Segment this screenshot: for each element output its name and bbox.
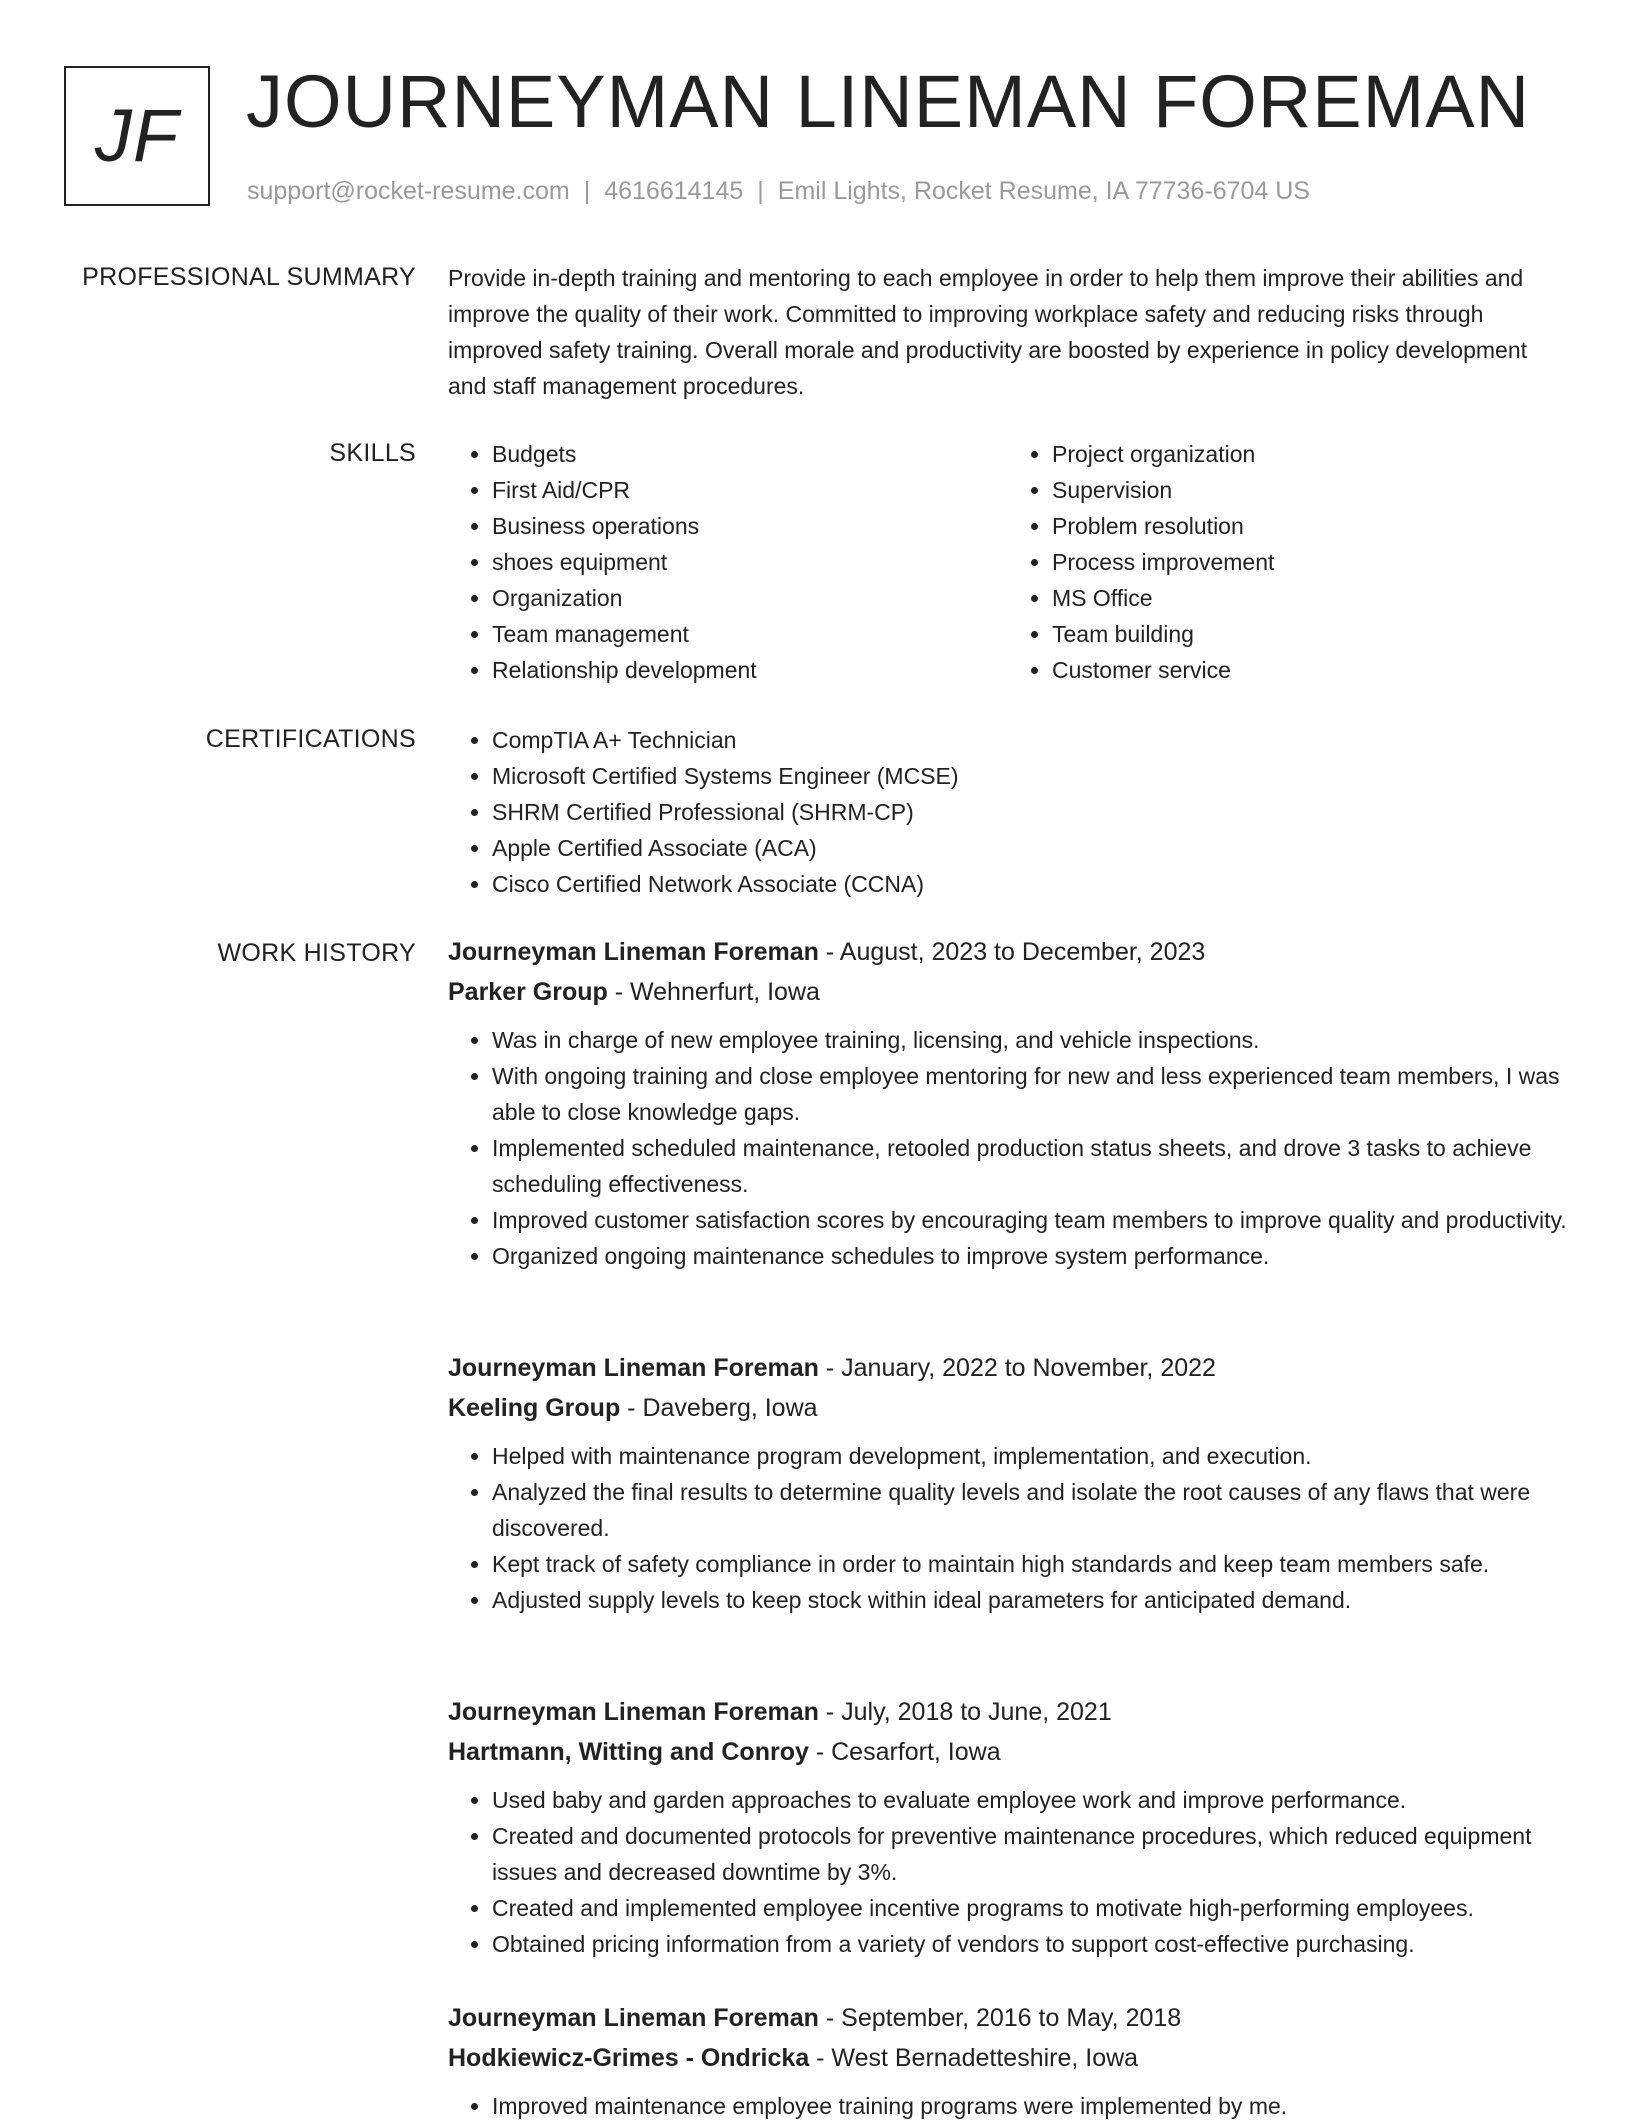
contact-separator: | xyxy=(583,177,591,205)
skill-item: • Supervision xyxy=(1052,472,1568,508)
skill-item: • Problem resolution xyxy=(1052,508,1568,544)
job-title: Journeyman Lineman Foreman xyxy=(448,1354,819,1382)
job-title: Journeyman Lineman Foreman xyxy=(448,938,819,966)
job-title-line xyxy=(448,1998,1568,2038)
work-history-heading: WORK HISTORY xyxy=(217,939,416,967)
job-bullet: • Implemented scheduled maintenance, retooled production status sheets, and drove 3 tasks to achieve scheduling effectiveness. xyxy=(492,1130,1568,1202)
job-location: - Daveberg, Iowa xyxy=(620,1394,818,1422)
job-dates: - January, 2022 to November, 2022 xyxy=(818,1354,1216,1382)
job-company-line xyxy=(448,1388,1568,1428)
skill-item: • Project organization xyxy=(1052,436,1568,472)
job-title: Journeyman Lineman Foreman xyxy=(448,2004,819,2032)
skill-item: • Business operations xyxy=(492,508,1008,544)
job-bullet: • With ongoing training and close employee mentoring for new and less experienced team members, I was able to close knowledge gaps. xyxy=(492,1058,1568,1130)
job-company-line xyxy=(448,1732,1568,1772)
contact-phone[interactable]: 4616614145 xyxy=(604,177,744,205)
skills-section xyxy=(448,436,1568,688)
job-bullet: • Analyzed the final results to determine quality levels and isolate the root causes of any flaws that were discovered. xyxy=(492,1474,1568,1546)
resume-title: JOURNEYMAN LINEMAN FOREMAN xyxy=(246,60,1531,143)
job-location: - Wehnerfurt, Iowa xyxy=(607,978,820,1006)
job-bullet: • Created and implemented employee incentive programs to motivate high-performing employees. xyxy=(492,1890,1568,1926)
contact-address: Emil Lights, Rocket Resume, IA 77736-6704 US xyxy=(777,177,1310,205)
job-entry xyxy=(448,1998,1568,2124)
job-entry xyxy=(448,1348,1568,1618)
certification-item: • Cisco Certified Network Associate (CCNA) xyxy=(492,866,1568,902)
skill-item: • Budgets xyxy=(492,436,1008,472)
job-bullet: • Obtained pricing information from a variety of vendors to support cost-effective purchasing. xyxy=(492,1926,1568,1962)
job-bullet: • Created and documented protocols for preventive maintenance procedures, which reduced equipment issues and decreased downtime by 3%. xyxy=(492,1818,1568,1890)
certifications-heading: CERTIFICATIONS xyxy=(205,725,416,753)
job-dates: - July, 2018 to June, 2021 xyxy=(818,1698,1112,1726)
job-bullets xyxy=(448,1782,1568,1962)
job-entry xyxy=(448,1692,1568,1962)
skill-item: • MS Office xyxy=(1052,580,1568,616)
skills-heading: SKILLS xyxy=(329,439,416,467)
job-bullet: • Used baby and garden approaches to evaluate employee work and improve performance. xyxy=(492,1782,1568,1818)
job-title-line xyxy=(448,932,1568,972)
job-company: Hartmann, Witting and Conroy xyxy=(448,1738,809,1766)
skills-list-right xyxy=(1008,436,1568,688)
skills-list-left xyxy=(448,436,1008,688)
certification-item: • SHRM Certified Professional (SHRM-CP) xyxy=(492,794,1568,830)
job-company: Parker Group xyxy=(448,978,608,1006)
job-title-line xyxy=(448,1348,1568,1388)
job-location: - Cesarfort, Iowa xyxy=(808,1738,1001,1766)
job-bullet: • Improved maintenance employee training programs were implemented by me. xyxy=(492,2088,1568,2124)
job-bullet: • Was in charge of new employee training, licensing, and vehicle inspections. xyxy=(492,1022,1568,1058)
job-bullets xyxy=(448,2088,1568,2124)
job-bullet: • Organized ongoing maintenance schedules to improve system performance. xyxy=(492,1238,1568,1274)
certifications-section xyxy=(448,722,1568,902)
certification-item: • Apple Certified Associate (ACA) xyxy=(492,830,1568,866)
skill-item: • Customer service xyxy=(1052,652,1568,688)
job-company: Keeling Group xyxy=(448,1394,621,1422)
job-dates: - August, 2023 to December, 2023 xyxy=(818,938,1206,966)
job-bullet: • Helped with maintenance program development, implementation, and execution. xyxy=(492,1438,1568,1474)
skill-item: • Relationship development xyxy=(492,652,1008,688)
summary-heading: PROFESSIONAL SUMMARY xyxy=(82,263,416,291)
job-entry xyxy=(448,932,1568,1274)
skill-item: • Team building xyxy=(1052,616,1568,652)
job-bullet: • Improved customer satisfaction scores by encouraging team members to improve quality and productivity. xyxy=(492,1202,1568,1238)
job-bullets xyxy=(448,1022,1568,1274)
job-company: Hodkiewicz-Grimes - Ondricka xyxy=(448,2044,810,2072)
summary-text: Provide in-depth training and mentoring to each employee in order to help them improve their abilities and improve the quality of their work. Committed to improving workplace safety and reducing risks through improved safety training. Overall morale and productivity are boosted by experience in policy development and staff management procedures. xyxy=(448,265,1528,399)
skill-item: • First Aid/CPR xyxy=(492,472,1008,508)
job-company-line xyxy=(448,972,1568,1012)
skill-item: • shoes equipment xyxy=(492,544,1008,580)
skill-item: • Process improvement xyxy=(1052,544,1568,580)
job-dates: - September, 2016 to May, 2018 xyxy=(818,2004,1182,2032)
job-company-line xyxy=(448,2038,1568,2078)
certification-item: • Microsoft Certified Systems Engineer (MCSE) xyxy=(492,758,1568,794)
job-bullets xyxy=(448,1438,1568,1618)
job-bullet: • Adjusted supply levels to keep stock within ideal parameters for anticipated demand. xyxy=(492,1582,1568,1618)
contact-separator: | xyxy=(757,177,764,205)
job-title: Journeyman Lineman Foreman xyxy=(448,1698,819,1726)
monogram-initials: JF xyxy=(94,94,180,177)
skill-item: • Team management xyxy=(492,616,1008,652)
job-bullet: • Kept track of safety compliance in order to maintain high standards and keep team members safe. xyxy=(492,1546,1568,1582)
job-location: - West Bernadetteshire, Iowa xyxy=(809,2044,1139,2072)
contact-email[interactable]: support@rocket-resume.com xyxy=(247,177,570,205)
certifications-list xyxy=(448,722,1568,902)
monogram-box xyxy=(64,66,210,206)
summary-section xyxy=(448,260,1568,404)
skill-item: • Organization xyxy=(492,580,1008,616)
certification-item: • CompTIA A+ Technician xyxy=(492,722,1568,758)
job-title-line xyxy=(448,1692,1568,1732)
contact-line xyxy=(247,174,1310,208)
